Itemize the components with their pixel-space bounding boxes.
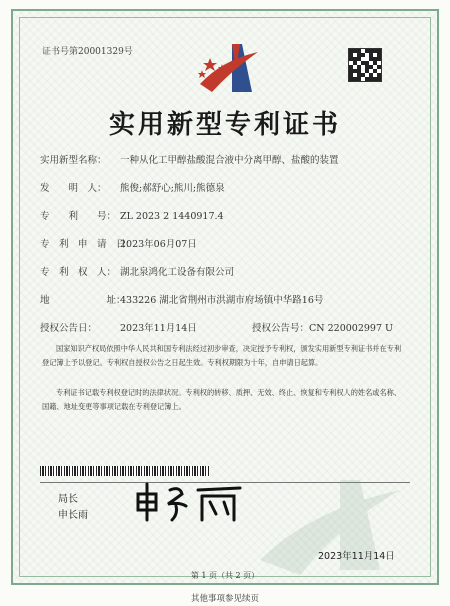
field-label: 地 址：: [40, 295, 126, 306]
field-label: 专 利 权 人：: [40, 267, 117, 278]
field-value: 一种从化工甲醇盐酸混合液中分离甲醇、盐酸的装置: [120, 155, 339, 166]
field-utility-model-name: [40, 152, 339, 166]
certificate-title: 实用新型专利证书: [108, 110, 341, 140]
certificate-number: 证书号第20001329号: [42, 47, 133, 57]
field-value: CN 220002997 U: [309, 323, 394, 334]
field-label: 授权公告日：: [40, 323, 98, 334]
field-value: 2023年11月14日: [120, 323, 197, 334]
field-label: 授权公告号：: [252, 323, 310, 334]
notice-paragraph-1: 国家知识产权局依照中华人民共和国专利法经过初步审查，决定授予专利权，颁发实用新型专利证书并在专利登记簿上予以登记。专利权自授权公告之日起生效。专利权期限为十年，自申请日起算。: [42, 344, 402, 367]
field-address: [40, 292, 323, 306]
page-number: 第 1 页（共 2 页）: [190, 571, 260, 580]
field-label: 专 利 号：: [40, 211, 117, 222]
field-label: 专 利 申 请 日：: [40, 239, 136, 250]
barcode: [40, 466, 210, 476]
field-application-date: [40, 236, 197, 250]
director-title: 局长: [58, 494, 78, 505]
field-label: 实用新型名称：: [40, 155, 107, 166]
notice-paragraph-2: 专利证书记载专利权登记时的法律状况。专利权的转移、质押、无效、终止、恢复和专利权人的姓名或名称、国籍、地址变更等事项记载在专利登记簿上。: [42, 388, 402, 411]
qr-code: [348, 48, 382, 82]
field-value: 433226 湖北省荆州市洪湖市府场镇中华路16号: [120, 295, 324, 306]
cnipa-emblem-icon: [192, 40, 266, 96]
field-label: 发 明 人：: [40, 183, 107, 194]
watermark-emblem-icon: [250, 470, 410, 580]
footer-note: 其他事项参见续页: [190, 594, 259, 604]
field-grant-date: [40, 320, 197, 334]
field-value: 湖北泉鸿化工设备有限公司: [120, 267, 235, 278]
director-name: 申长雨: [58, 510, 88, 521]
field-value: 2023年06月07日: [120, 239, 197, 250]
field-value: 熊俊;郝舒心;熊川;熊德泉: [120, 183, 225, 194]
field-patentee: [40, 264, 234, 278]
field-value: ZL 2023 2 1440917.4: [120, 211, 224, 222]
sign-date: 2023年11月14日: [318, 551, 395, 562]
field-grant-number: [252, 320, 393, 334]
field-patent-number: [40, 208, 224, 222]
field-inventor: [40, 180, 225, 194]
director-signature: [130, 480, 250, 526]
